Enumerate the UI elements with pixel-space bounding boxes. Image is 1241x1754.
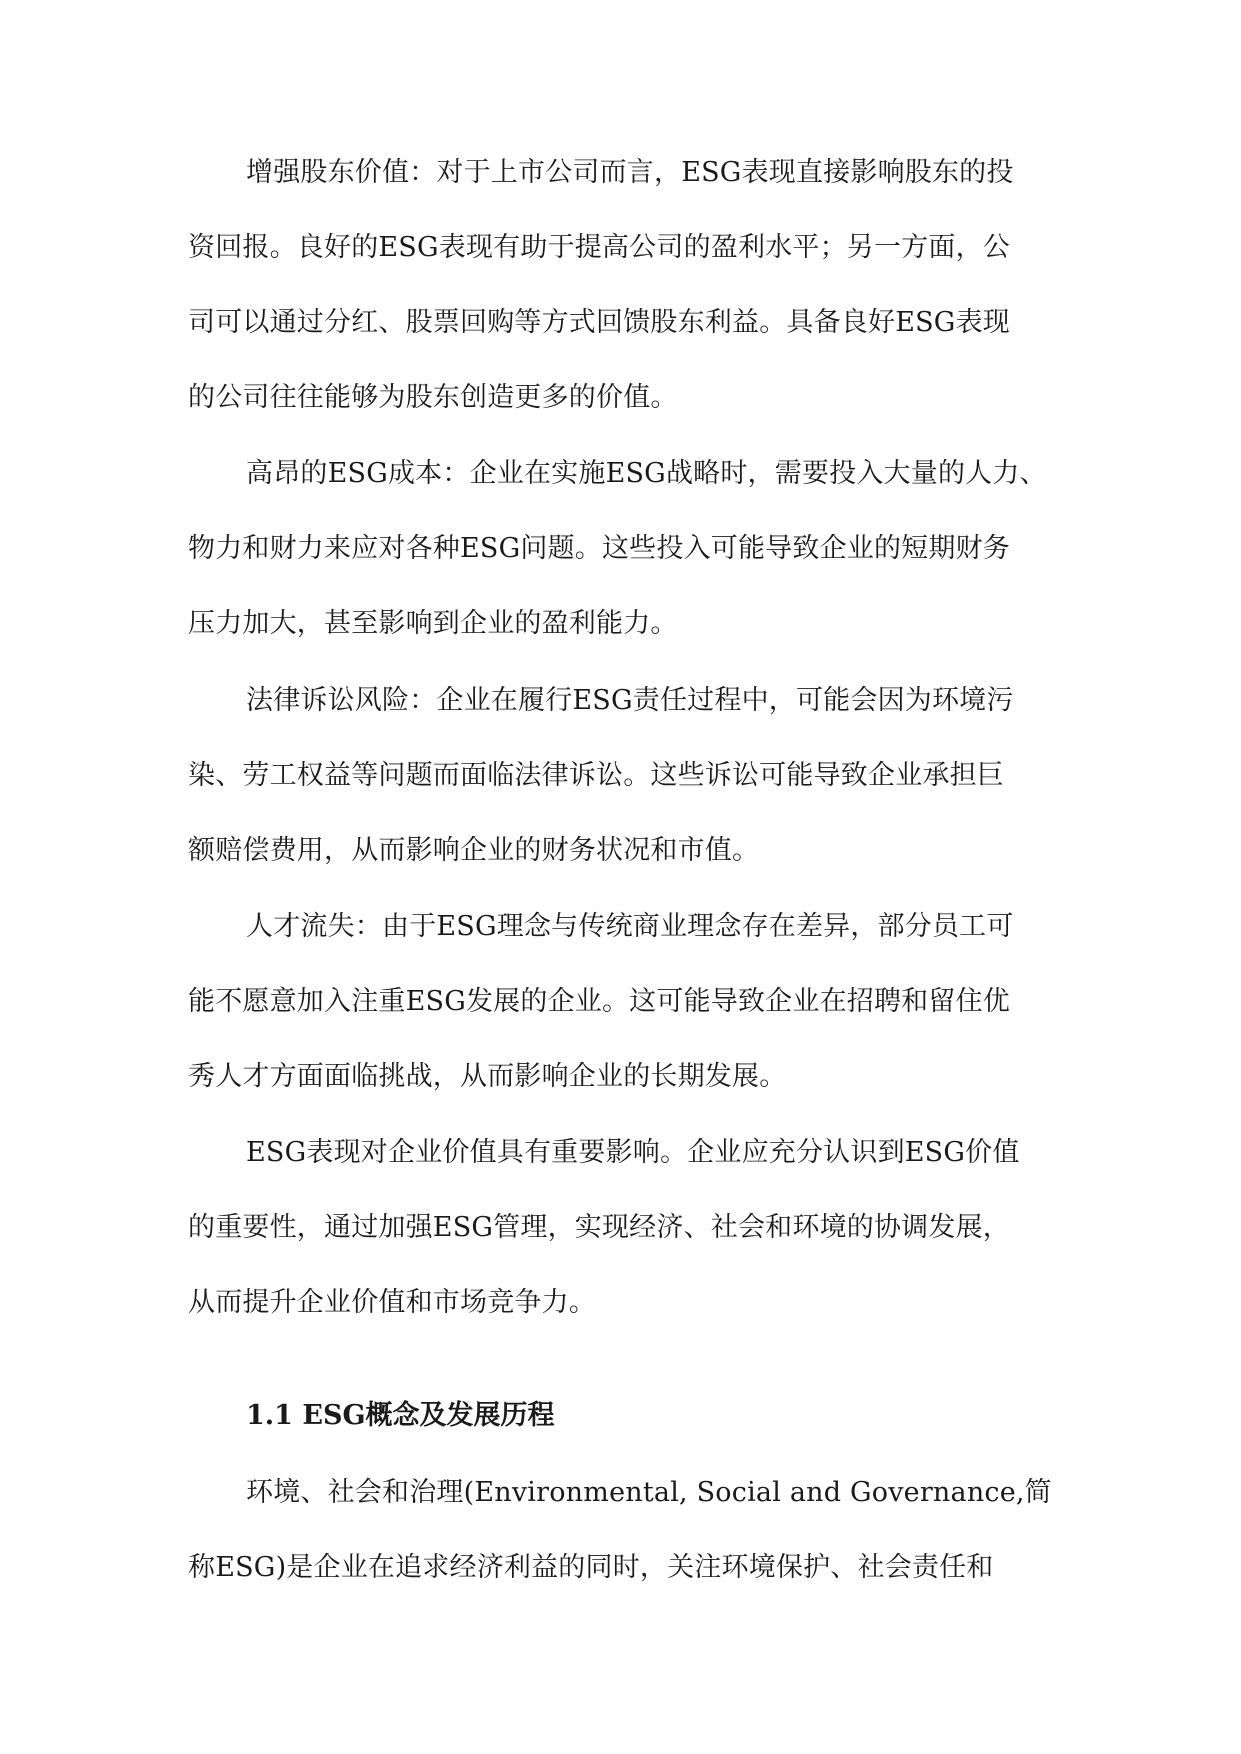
text-line: 司可以通过分红、股票回购等方式回馈股东利益。具备良好ESG表现 [188,307,1010,338]
paragraph-conclusion [188,1115,1058,1340]
text-line: 资回报。良好的ESG表现有助于提高公司的盈利水平；另一方面，公 [188,232,1010,263]
text-line: 增强股东价值：对于上市公司而言，ESG表现直接影响股东的投 [246,157,1014,188]
text-line: 压力加大，甚至影响到企业的盈利能力。 [188,608,678,639]
text-line: 人才流失：由于ESG理念与传统商业理念存在差异，部分员工可 [246,911,1014,942]
text-line: 高昂的ESG成本：企业在实施ESG战略时，需要投入大量的人力、 [246,458,1047,489]
text-line: 从而提升企业价值和市场竞争力。 [188,1287,596,1318]
paragraph-esg-cost [188,436,1058,661]
text-line: 环境、社会和治理(Environmental, Social and Governance,简 [246,1477,1052,1508]
section-heading: 1.1 ESG概念及发展历程 [246,1400,555,1431]
paragraph-talent-loss [188,889,1058,1114]
text-line: 的公司往往能够为股东创造更多的价值。 [188,382,678,413]
text-line: 称ESG)是企业在追求经济利益的同时，关注环境保护、社会责任和 [188,1552,994,1583]
paragraph-shareholder-value [188,135,1058,435]
text-line: ESG表现对企业价值具有重要影响。企业应充分认识到ESG价值 [246,1137,1020,1168]
text-line: 染、劳工权益等问题而面临法律诉讼。这些诉讼可能导致企业承担巨 [188,760,1004,791]
text-line: 额赔偿费用，从而影响企业的财务状况和市值。 [188,835,760,866]
text-line: 法律诉讼风险：企业在履行ESG责任过程中，可能会因为环境污 [246,685,1014,716]
text-line: 物力和财力来应对各种ESG问题。这些投入可能导致企业的短期财务 [188,533,1010,564]
text-line: 秀人才方面面临挑战，从而影响企业的长期发展。 [188,1061,787,1092]
paragraph-legal-risk [188,663,1058,888]
text-line: 能不愿意加入注重ESG发展的企业。这可能导致企业在招聘和留住优 [188,986,1010,1017]
paragraph-esg-definition [188,1455,1058,1605]
text-line: 的重要性，通过加强ESG管理，实现经济、社会和环境的协调发展， [188,1212,1010,1243]
